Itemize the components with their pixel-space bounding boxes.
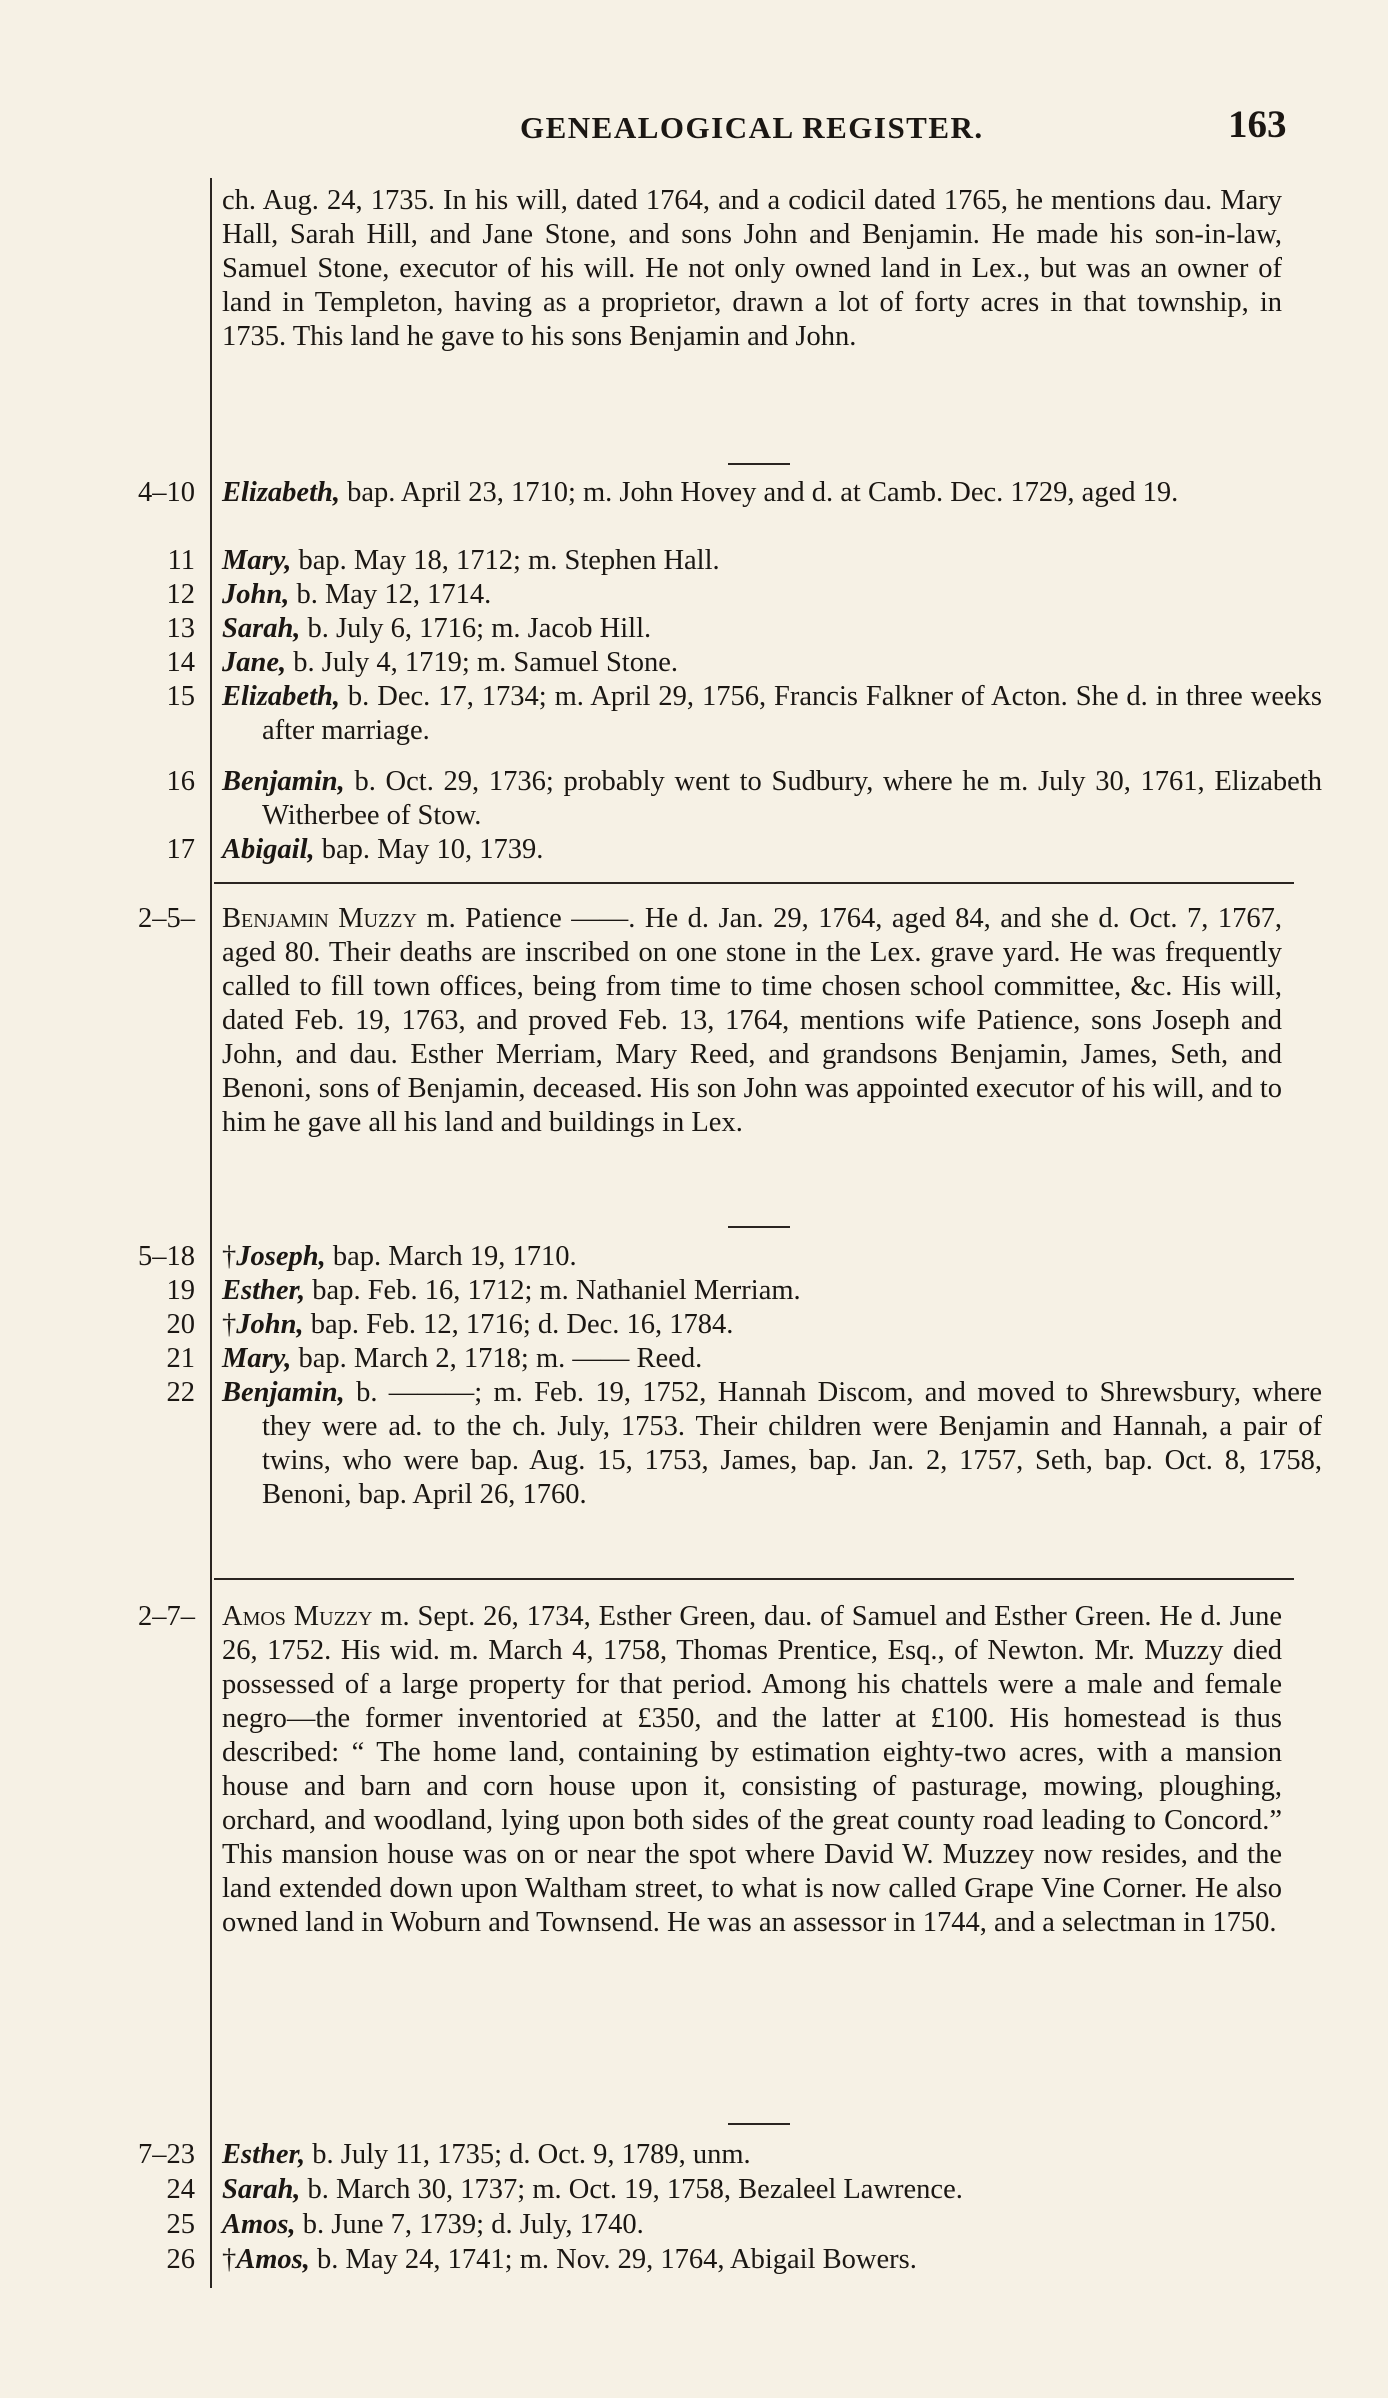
page-header	[0, 100, 1388, 150]
child-entry	[222, 2243, 1322, 2277]
child-details: bap. Feb. 12, 1716; d. Dec. 16, 1784.	[303, 1309, 734, 1340]
child-name: Esther,	[222, 2139, 306, 2170]
child-details: b. ———; m. Feb. 19, 1752, Hannah Discom, and moved to Shrewsbury, where they were ad. to the ch. July, 1753. Their children were Benjamin and Hannah, a pair of twins, who were bap. Aug. 15, 1753, James, bap. Jan. 2, 1757, Seth, bap. Oct. 8, 1758, Benoni, bap. April 26, 1760.	[262, 1377, 1322, 1510]
entry-number: 11	[167, 545, 195, 576]
child-name: Joseph,	[236, 1241, 326, 1272]
child-name: John,	[222, 579, 290, 610]
entry-number: 5–18	[138, 1241, 195, 1272]
family-paragraph	[222, 1600, 1282, 1940]
child-details: bap. May 10, 1739.	[314, 834, 544, 865]
entry-number: 19	[166, 1275, 195, 1306]
child-name: Benjamin,	[222, 1377, 345, 1408]
entry-number: 16	[166, 766, 195, 797]
child-entry	[222, 1308, 1322, 1342]
child-name: Benjamin,	[222, 766, 345, 797]
child-name: Mary,	[222, 545, 292, 576]
child-entry	[222, 2173, 1322, 2207]
entry-number: 13	[166, 613, 195, 644]
family-number: 2–5–	[138, 903, 195, 934]
intro-paragraph: ch. Aug. 24, 1735. In his will, dated 1764, and a codicil dated 1765, he mentions dau. Mary Hall, Sarah Hill, and Jane Stone, and sons John and Benjamin. He made his son-in-law, Samuel Stone, executor of his will. He not only owned land in Lex., but was an owner of land in Templeton, having as a proprietor, drawn a lot of forty acres in that township, in 1735. This land he gave to his sons Benjamin and John.	[222, 185, 1282, 352]
section-divider	[728, 1226, 790, 1228]
child-details: b. May 24, 1741; m. Nov. 29, 1764, Abigail Bowers.	[309, 2244, 917, 2275]
child-entry	[222, 646, 1322, 680]
entry-number: 25	[166, 2209, 195, 2240]
family-number: 2–7–	[138, 1601, 195, 1632]
child-entry	[222, 680, 1322, 748]
child-name: Sarah,	[222, 2174, 301, 2205]
heir-mark: †	[222, 2244, 237, 2275]
entry-number: 20	[166, 1309, 195, 1340]
child-details: b. Dec. 17, 1734; m. April 29, 1756, Francis Falkner of Acton. She d. in three weeks after marriage.	[262, 681, 1322, 746]
child-details: bap. Feb. 16, 1712; m. Nathaniel Merriam.	[305, 1275, 801, 1306]
child-details: b. July 6, 1716; m. Jacob Hill.	[300, 613, 652, 644]
child-name: Amos,	[222, 2209, 296, 2240]
child-entry	[222, 1376, 1322, 1512]
child-name: Elizabeth,	[222, 681, 340, 712]
entry-number: 4–10	[138, 477, 195, 508]
child-entry	[222, 833, 1322, 867]
child-entry	[222, 544, 1322, 578]
section-divider	[728, 463, 790, 465]
family-paragraph	[222, 902, 1282, 1140]
entry-number: 22	[166, 1377, 195, 1408]
family-details: m. Patience ——. He d. Jan. 29, 1764, aged 84, and she d. Oct. 7, 1767, aged 80. Their deaths are inscribed on one stone in the Lex. grave yard. He was frequently called to fill town offices, being from time to time chosen school committee, &c. His will, dated Feb. 19, 1763, and proved Feb. 13, 1764, mentions wife Patience, sons Joseph and John, and dau. Esther Merriam, Mary Reed, and grandsons Benjamin, James, Seth, and Benoni, sons of Benjamin, deceased. His son John was appointed executor of his will, and to him he gave all his land and buildings in Lex.	[222, 903, 1283, 1138]
child-details: bap. April 23, 1710; m. John Hovey and d. at Camb. Dec. 1729, aged 19.	[339, 477, 1179, 508]
child-details: bap. March 19, 1710.	[325, 1241, 577, 1272]
child-details: b. July 11, 1735; d. Oct. 9, 1789, unm.	[305, 2139, 751, 2170]
family-divider	[214, 1578, 1294, 1580]
running-head: GENEALOGICAL REGISTER.	[520, 110, 984, 145]
child-name: Elizabeth,	[222, 477, 340, 508]
entry-number: 14	[166, 647, 195, 678]
page-number: 163	[1228, 103, 1287, 146]
family-head: Benjamin Muzzy	[222, 903, 417, 934]
child-name: Mary,	[222, 1343, 292, 1374]
child-entry	[222, 476, 1322, 510]
entry-number: 7–23	[138, 2139, 195, 2170]
child-name: Esther,	[222, 1275, 306, 1306]
child-entry	[222, 2138, 1322, 2172]
margin-rule	[210, 178, 212, 2288]
child-details: b. June 7, 1739; d. July, 1740.	[295, 2209, 644, 2240]
child-entry	[222, 1274, 1322, 1308]
section-divider	[728, 2123, 790, 2125]
child-name: Sarah,	[222, 613, 301, 644]
child-name: Jane,	[222, 647, 287, 678]
child-details: bap. May 18, 1712; m. Stephen Hall.	[291, 545, 720, 576]
entry-number: 24	[166, 2174, 195, 2205]
child-details: b. May 12, 1714.	[289, 579, 492, 610]
entry-number: 21	[166, 1343, 195, 1374]
child-details: b. July 4, 1719; m. Samuel Stone.	[286, 647, 678, 678]
child-entry	[222, 765, 1322, 833]
family-details: m. Sept. 26, 1734, Esther Green, dau. of Samuel and Esther Green. He d. June 26, 1752. His wid. m. March 4, 1758, Thomas Prentice, Esq., of Newton. Mr. Muzzy died possessed of a large property for that period. Among his chattels were a male and female negro—the former inventoried at £350, and the latter at £100. His homestead is thus described: “ The home land, containing by estimation eighty-two acres, with a mansion house and barn and corn house upon it, consisting of pasturage, mowing, ploughing, orchard, and woodland, lying upon both sides of the great county road leading to Concord.” This mansion house was on or near the spot where David W. Muzzey now resides, and the land extended down upon Waltham street, to what is now called Grape Vine Corner. He also owned land in Woburn and Townsend. He was an assessor in 1744, and a selectman in 1750.	[222, 1601, 1282, 1938]
child-name: Abigail,	[222, 834, 315, 865]
family-divider	[214, 882, 1294, 884]
entry-number: 26	[166, 2244, 195, 2275]
heir-mark: †	[222, 1241, 237, 1272]
child-details: b. March 30, 1737; m. Oct. 19, 1758, Bezaleel Lawrence.	[300, 2174, 963, 2205]
heir-mark: †	[222, 1309, 237, 1340]
child-name: John,	[236, 1309, 304, 1340]
child-entry	[222, 578, 1322, 612]
child-entry	[222, 1342, 1322, 1376]
family-head: Amos Muzzy	[222, 1601, 373, 1632]
entry-number: 17	[166, 834, 195, 865]
child-name: Amos,	[236, 2244, 310, 2275]
child-details: b. Oct. 29, 1736; probably went to Sudbury, where he m. July 30, 1761, Elizabeth Witherbee of Stow.	[262, 766, 1322, 831]
entry-number: 12	[166, 579, 195, 610]
child-details: bap. March 2, 1718; m. —— Reed.	[291, 1343, 703, 1374]
entry-number: 15	[166, 681, 195, 712]
child-entry	[222, 1240, 1322, 1274]
child-entry	[222, 612, 1322, 646]
child-entry	[222, 2208, 1322, 2242]
